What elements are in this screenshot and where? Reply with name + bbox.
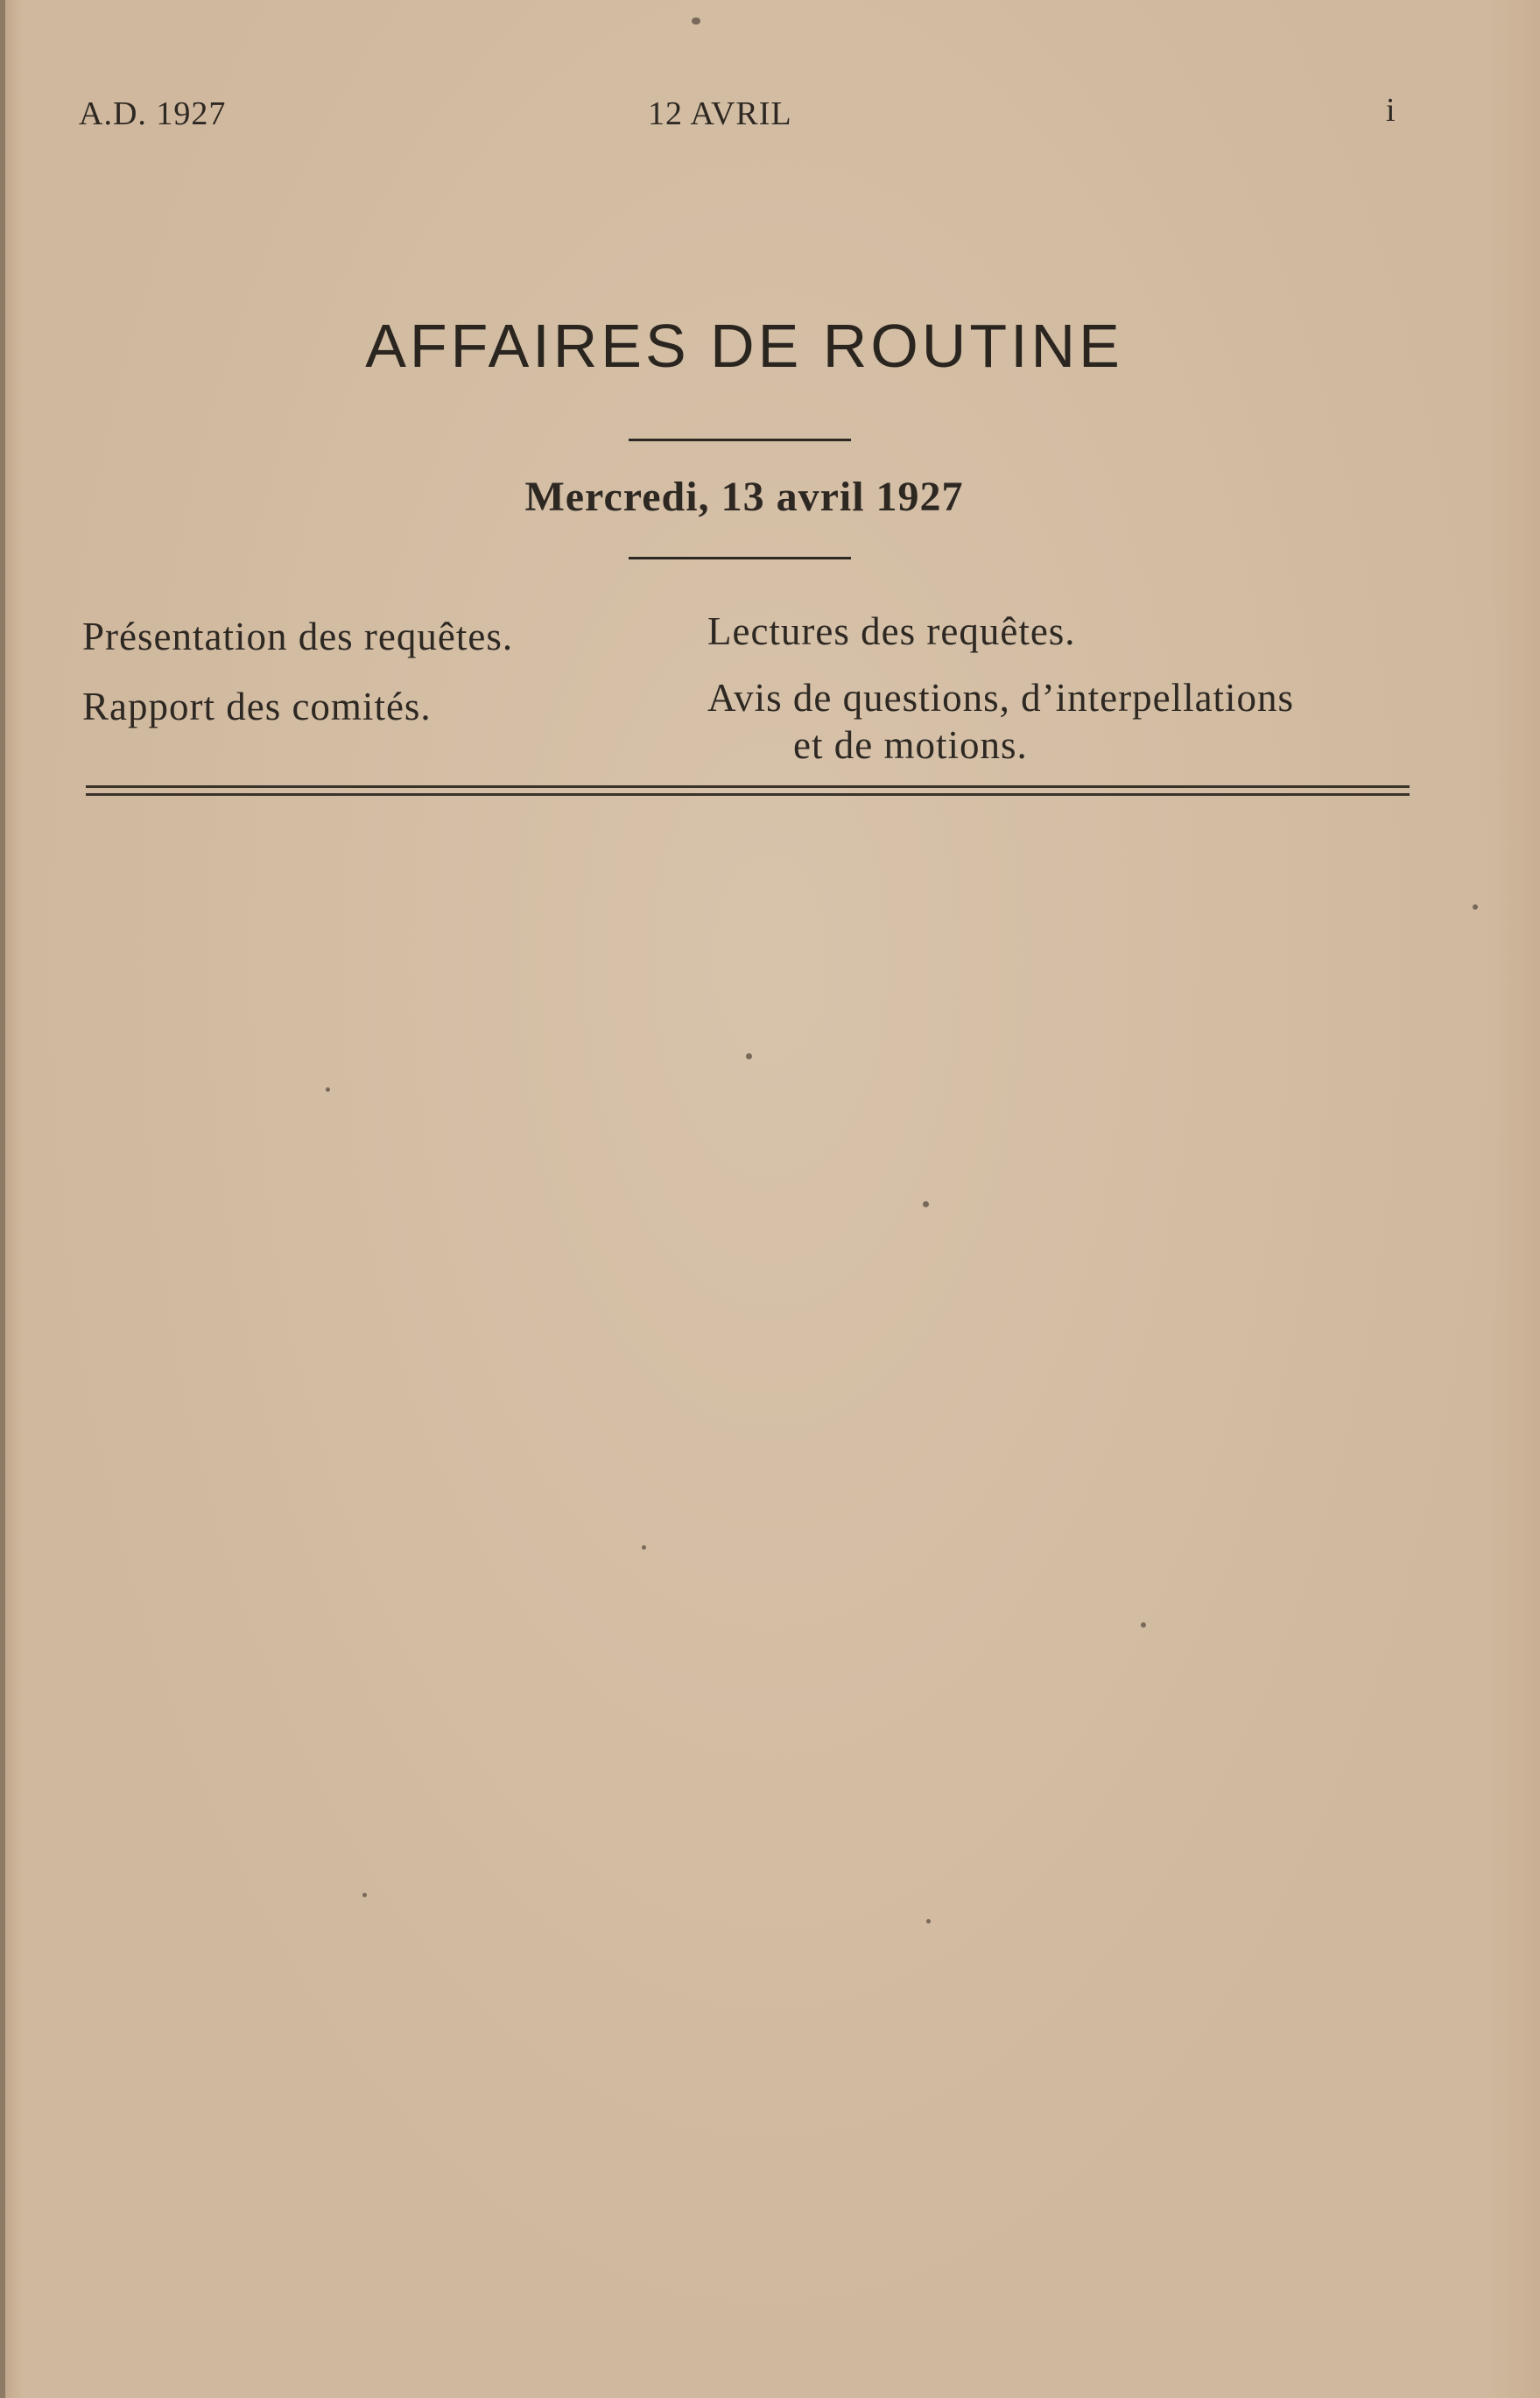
title-rule [629, 439, 851, 441]
header-date: 12 AVRIL [648, 95, 792, 132]
paper-speck [746, 1053, 752, 1059]
paper-speck [692, 18, 700, 25]
double-rule-lower [86, 793, 1410, 796]
routine-item-presentation: Présentation des requêtes. [82, 615, 514, 658]
section-double-rule [86, 785, 1410, 801]
paper-speck [926, 1919, 931, 1923]
page-number: i [1386, 92, 1396, 129]
header-year: A.D. 1927 [79, 95, 227, 132]
paper-speck [362, 1893, 367, 1897]
paper-speck [923, 1201, 929, 1207]
page-title: AFFAIRES DE ROUTINE [365, 312, 1123, 380]
routine-item-rapport: Rapport des comités. [82, 685, 432, 728]
double-rule-upper [86, 785, 1410, 788]
routine-item-avis: Avis de questions, d’interpellations [707, 676, 1295, 720]
sitting-date: Mercredi, 13 avril 1927 [524, 474, 964, 520]
paper-speck [326, 1087, 330, 1092]
paper-speck [1473, 904, 1478, 910]
routine-item-lectures: Lectures des requêtes. [707, 609, 1076, 653]
date-rule [629, 557, 851, 559]
paper-speck [642, 1545, 646, 1550]
paper-speck [1141, 1622, 1146, 1628]
routine-item-avis-continued: et de motions. [793, 723, 1028, 767]
